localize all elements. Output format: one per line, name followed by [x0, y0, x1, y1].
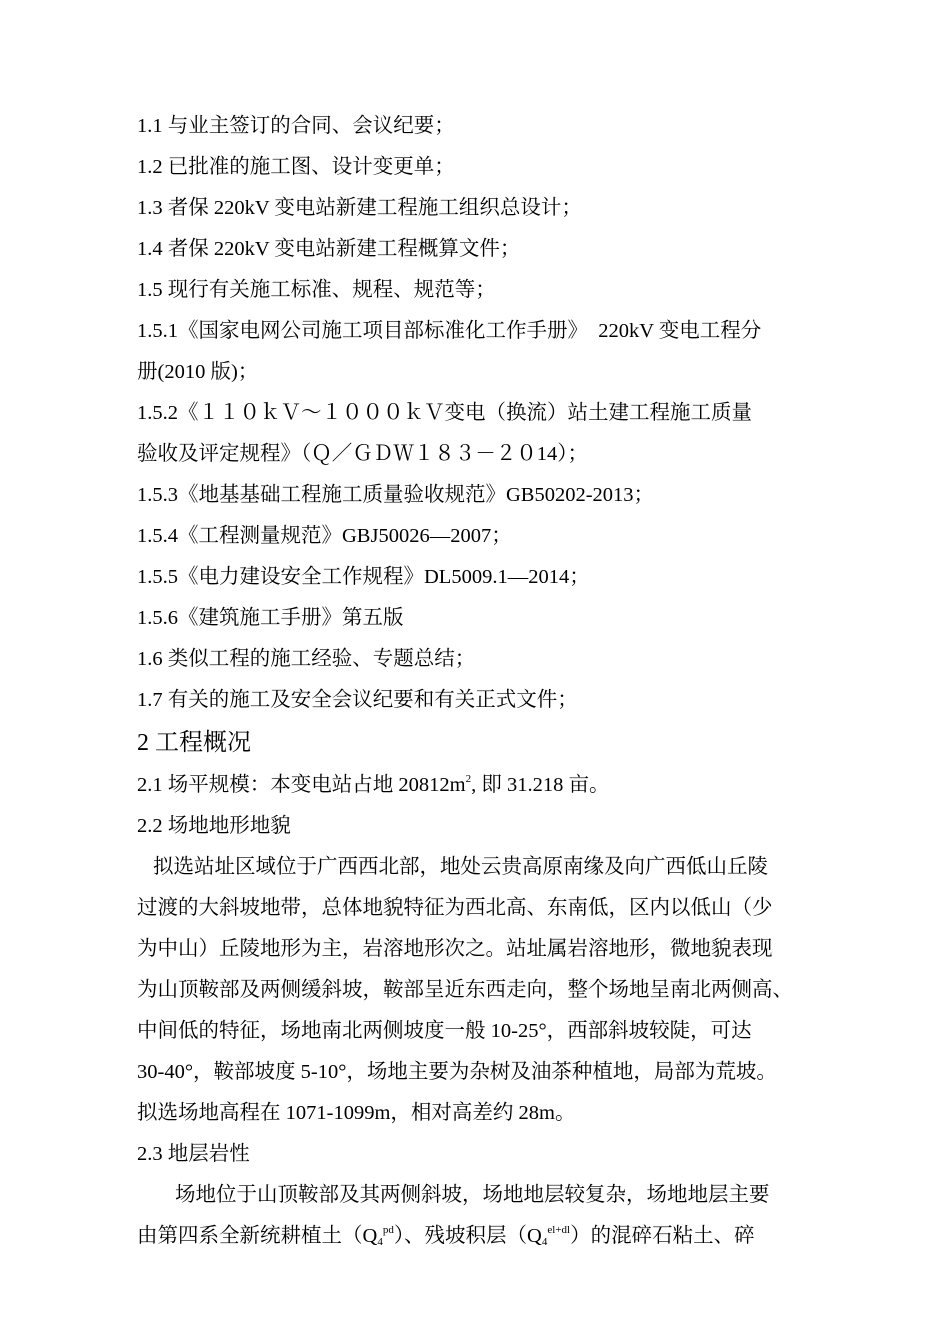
section-2-1-text-end: , 即 31.218 亩。: [471, 774, 610, 796]
document-page: [137, 106, 840, 1257]
ref-1-1: 1.1 与业主签订的合同、会议纪要；: [137, 115, 455, 137]
section-2-3: 2.3 地层岩性: [137, 1143, 250, 1165]
pd-superscript: pd: [382, 1224, 394, 1236]
section-2-2: 2.2 场地地形地貌: [137, 815, 291, 837]
section-2-1-text: 2.1 场平规模：本变电站占地 20812m: [137, 774, 466, 796]
strata-text-a: 由第四系全新统耕植土（Q: [137, 1225, 378, 1247]
ref-1-7: 1.7 有关的施工及安全会议纪要和有关正式文件；: [137, 689, 578, 711]
section-2-heading: 2 工程概况: [137, 730, 251, 756]
ref-1-5-3: 1.5.3《地基基础工程施工质量验收规范》GB50202-2013；: [137, 484, 655, 506]
strata-paragraph-line: [137, 1216, 840, 1257]
ref-1-4: 1.4 者保 220kV 变电站新建工程概算文件；: [137, 238, 521, 260]
strata-text-c: ）的混碎石粘土、碎: [570, 1225, 755, 1247]
terrain-paragraph-line: 拟选场地高程在 1071-1099m，相对高差约 28m。: [137, 1102, 576, 1124]
ref-1-5-1-cont: 册(2010 版)；: [137, 361, 259, 383]
ref-1-5-2: 1.5.2《１１０ｋＶ～１０００ｋＶ变电（换流）站土建工程施工质量: [137, 402, 752, 424]
terrain-paragraph-line: 中间低的特征，场地南北两侧坡度一般 10-25°，西部斜坡较陡，可达: [137, 1020, 752, 1042]
q-subscript: 4: [541, 1236, 548, 1248]
terrain-paragraph-line: 30-40°，鞍部坡度 5-10°，场地主要为杂树及油茶种植地，局部为荒坡。: [137, 1061, 777, 1083]
ref-1-5: 1.5 现行有关施工标准、规程、规范等；: [137, 279, 496, 301]
ref-1-3: 1.3 者保 220kV 变电站新建工程施工组织总设计；: [137, 197, 582, 219]
strata-text-b: ）、残坡积层（Q: [393, 1225, 542, 1247]
terrain-paragraph-line: 为山顶鞍部及两侧缓斜坡，鞍部呈近东西走向，整个场地呈南北两侧高、: [137, 979, 793, 1001]
ref-1-5-6: 1.5.6《建筑施工手册》第五版: [137, 607, 404, 629]
ref-1-2: 1.2 已批准的施工图、设计变更单；: [137, 156, 455, 178]
ref-1-5-4: 1.5.4《工程测量规范》GBJ50026—2007；: [137, 525, 512, 547]
q-subscript: 4: [377, 1236, 383, 1248]
el-dl-superscript: el+dl: [547, 1224, 571, 1236]
ref-1-5-5: 1.5.5《电力建设安全工作规程》DL5009.1—2014；: [137, 566, 590, 588]
ref-1-6: 1.6 类似工程的施工经验、专题总结；: [137, 648, 476, 670]
terrain-paragraph-line: 过渡的大斜坡地带，总体地貌特征为西北高、东南低，区内以低山（少: [137, 897, 773, 919]
strata-paragraph-line: 场地位于山顶鞍部及其两侧斜坡，场地地层较复杂，场地地层主要: [175, 1184, 770, 1206]
terrain-paragraph-line: 拟选站址区域位于广西西北部，地处云贵高原南缘及向广西低山丘陵: [153, 856, 768, 878]
terrain-paragraph-line: 为中山）丘陵地形为主，岩溶地形次之。站址属岩溶地形，微地貌表现: [137, 938, 773, 960]
ref-1-5-1: 1.5.1《国家电网公司施工项目部标准化工作手册》 220kV 变电工程分: [137, 320, 762, 342]
area-unit-superscript: 2: [465, 773, 472, 785]
section-2-1: [137, 765, 840, 806]
ref-1-5-2-cont: 验收及评定规程》（Ｑ／ＧＤＷ１８３－２０14）；: [137, 443, 588, 465]
